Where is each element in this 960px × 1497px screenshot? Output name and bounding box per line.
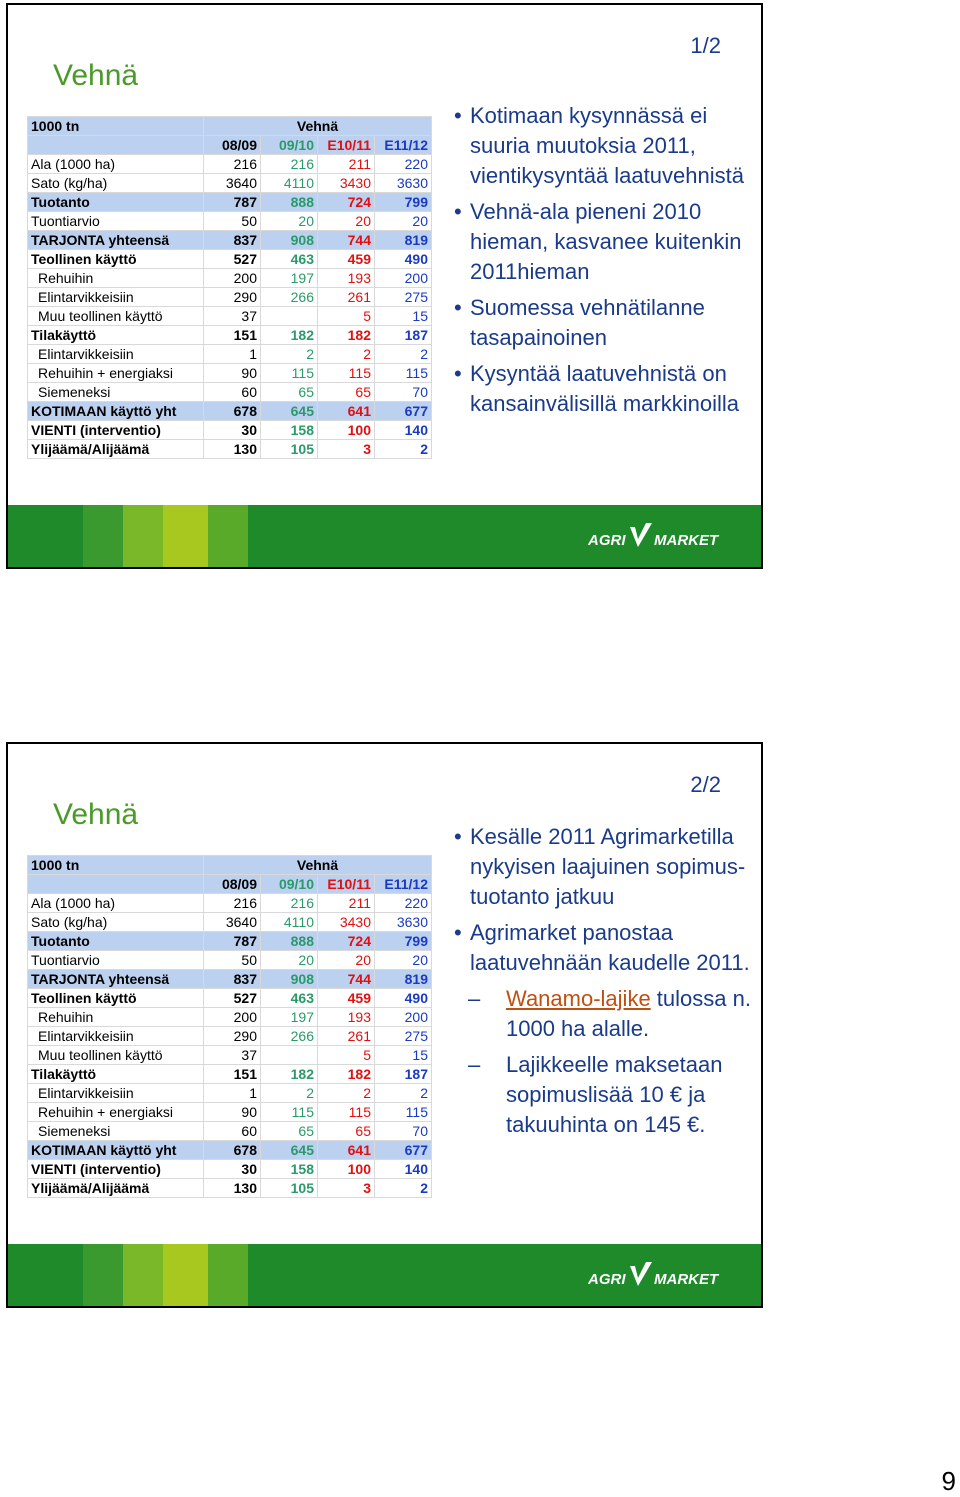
table-cell: 2 (318, 345, 375, 364)
table-cell: 197 (261, 1008, 318, 1027)
table-unit: 1000 tn (28, 856, 204, 875)
table-row (28, 193, 432, 212)
table-cell: 3430 (318, 174, 375, 193)
table-cell: 799 (375, 932, 432, 951)
row-label: Ala (1000 ha) (28, 155, 204, 174)
table-cell: 70 (375, 1122, 432, 1141)
table-cell: 105 (261, 1179, 318, 1198)
table-cell: 15 (375, 1046, 432, 1065)
table-cell: 677 (375, 1141, 432, 1160)
svg-text:AGRI: AGRI (588, 532, 626, 549)
table-cell: 158 (261, 1160, 318, 1179)
table-cell: 459 (318, 250, 375, 269)
bullet-item: • Suomessa vehnätilanne tasapainoinen (454, 293, 755, 353)
row-label: Ala (1000 ha) (28, 894, 204, 913)
bullet-list (454, 822, 762, 1146)
table-cell: 3430 (318, 913, 375, 932)
table-row (28, 231, 432, 250)
table-cell: 130 (204, 440, 261, 459)
table-row (28, 970, 432, 989)
table-row (28, 269, 432, 288)
row-label: Teollinen käyttö (28, 989, 204, 1008)
row-label: Rehuihin (28, 1008, 204, 1027)
table-cell: 275 (375, 288, 432, 307)
table-row (28, 440, 432, 459)
table-cell: 724 (318, 932, 375, 951)
table-cell: 290 (204, 1027, 261, 1046)
table-cell: 641 (318, 402, 375, 421)
table-row (28, 989, 432, 1008)
row-label: Siemeneksi (28, 383, 204, 402)
table-cell: 15 (375, 307, 432, 326)
row-label: Elintarvikkeisiin (28, 1084, 204, 1103)
table-cell: 90 (204, 364, 261, 383)
table-cell: 678 (204, 1141, 261, 1160)
table-cell: 200 (204, 269, 261, 288)
table-cell: 20 (318, 951, 375, 970)
table-column-header-row (28, 136, 432, 155)
table-row (28, 1008, 432, 1027)
table-cell: 261 (318, 1027, 375, 1046)
table-cell: 908 (261, 231, 318, 250)
row-label: Elintarvikkeisiin (28, 1027, 204, 1046)
slide-page-number: 2/2 (690, 772, 721, 797)
table-cell: 677 (375, 402, 432, 421)
agrimarket-logo (588, 1260, 728, 1290)
table-cell: 908 (261, 970, 318, 989)
table-cell: 90 (204, 1103, 261, 1122)
table-row (28, 288, 432, 307)
table-cell: 5 (318, 307, 375, 326)
table-cell: 220 (375, 894, 432, 913)
table-cell: 211 (318, 894, 375, 913)
dash-marker: – (468, 986, 481, 1011)
table-cell: 641 (318, 1141, 375, 1160)
table-cell: 187 (375, 1065, 432, 1084)
slide-1 (6, 3, 763, 569)
row-label: Ylijäämä/Alijäämä (28, 440, 204, 459)
column-header: 09/10 (261, 136, 318, 155)
table-cell: 724 (318, 193, 375, 212)
row-label: Tilakäyttö (28, 326, 204, 345)
table-cell: 151 (204, 326, 261, 345)
table-cell: 105 (261, 440, 318, 459)
document-page-number: 9 (941, 1466, 956, 1496)
table-group-header: Vehnä (204, 856, 432, 875)
table-cell: 115 (261, 364, 318, 383)
row-label: Rehuihin + energiaksi (28, 1103, 204, 1122)
table-row (28, 951, 432, 970)
table-cell: 115 (375, 1103, 432, 1122)
table-cell: 4110 (261, 913, 318, 932)
table-cell: 645 (261, 1141, 318, 1160)
table-cell: 115 (318, 364, 375, 383)
row-label: Muu teollinen käyttö (28, 307, 204, 326)
table-cell: 50 (204, 951, 261, 970)
table-cell: 266 (261, 1027, 318, 1046)
table-cell: 3640 (204, 174, 261, 193)
svg-text:MARKET: MARKET (654, 1271, 719, 1288)
table-cell: 193 (318, 1008, 375, 1027)
table-cell: 182 (261, 326, 318, 345)
row-label: Tuontiarvio (28, 951, 204, 970)
table-cell: 115 (375, 364, 432, 383)
row-label: Rehuihin (28, 269, 204, 288)
table-cell: 216 (204, 155, 261, 174)
agrimarket-logo (588, 521, 728, 551)
table-cell: 645 (261, 402, 318, 421)
table-cell: 275 (375, 1027, 432, 1046)
table-cell: 1 (204, 345, 261, 364)
table-row (28, 1046, 432, 1065)
table-cell: 140 (375, 421, 432, 440)
row-label: KOTIMAAN käyttö yht (28, 402, 204, 421)
table-cell: 819 (375, 970, 432, 989)
row-label: Tilakäyttö (28, 1065, 204, 1084)
footer-stripe (208, 505, 248, 567)
table-row (28, 1122, 432, 1141)
footer-stripe (83, 1244, 123, 1306)
table-cell: 37 (204, 307, 261, 326)
row-label: VIENTI (interventio) (28, 421, 204, 440)
table-cell: 50 (204, 212, 261, 231)
table-empty-cell (28, 136, 204, 155)
table-cell: 60 (204, 1122, 261, 1141)
table-cell: 200 (375, 269, 432, 288)
table-cell: 216 (204, 894, 261, 913)
table-cell: 463 (261, 250, 318, 269)
table-cell: 4110 (261, 174, 318, 193)
table-cell: 787 (204, 193, 261, 212)
table-cell: 158 (261, 421, 318, 440)
column-header: E11/12 (375, 136, 432, 155)
slide-2 (6, 742, 763, 1308)
table-cell: 266 (261, 288, 318, 307)
table-cell: 2 (375, 440, 432, 459)
svg-text:AGRI: AGRI (588, 1271, 626, 1288)
table-cell: 65 (318, 383, 375, 402)
bullet-item: • Agrimarket panostaa laatuvehnään kaudelle 2011. (454, 918, 755, 978)
column-header: 08/09 (204, 136, 261, 155)
row-label: Elintarvikkeisiin (28, 288, 204, 307)
table-cell: 2 (318, 1084, 375, 1103)
table-cell: 744 (318, 231, 375, 250)
table-cell: 220 (375, 155, 432, 174)
table-cell: 490 (375, 250, 432, 269)
slide-footer (8, 1244, 761, 1306)
table-cell: 2 (261, 1084, 318, 1103)
table-cell: 20 (375, 212, 432, 231)
table-cell: 787 (204, 932, 261, 951)
table-cell (261, 1046, 318, 1065)
table-cell: 20 (261, 212, 318, 231)
footer-stripe (83, 505, 123, 567)
bullet-item: • Kysyntää laatuvehnistä on kansainvälisillä markkinoilla (454, 359, 755, 419)
table-cell: 3630 (375, 913, 432, 932)
table-cell: 151 (204, 1065, 261, 1084)
table-cell: 216 (261, 894, 318, 913)
column-header: E10/11 (318, 875, 375, 894)
table-cell: 3640 (204, 913, 261, 932)
table-row (28, 1179, 432, 1198)
table-row (28, 250, 432, 269)
table-cell: 463 (261, 989, 318, 1008)
slide-page-number: 1/2 (690, 33, 721, 58)
table-cell: 290 (204, 288, 261, 307)
table-row (28, 1065, 432, 1084)
table-cell: 20 (375, 951, 432, 970)
bullet-item: • Kotimaan kysynnässä ei suuria muutoksia 2011, vientikysyntää laatuvehnistä (454, 101, 755, 191)
table-cell: 30 (204, 1160, 261, 1179)
table-cell: 837 (204, 231, 261, 250)
table-cell: 197 (261, 269, 318, 288)
row-label: Muu teollinen käyttö (28, 1046, 204, 1065)
row-label: TARJONTA yhteensä (28, 970, 204, 989)
table-cell: 837 (204, 970, 261, 989)
table-cell: 2 (375, 1179, 432, 1198)
table-cell: 2 (375, 345, 432, 364)
row-label: TARJONTA yhteensä (28, 231, 204, 250)
slide-footer (8, 505, 761, 567)
table-row (28, 1141, 432, 1160)
table-cell: 888 (261, 193, 318, 212)
table-cell: 187 (375, 326, 432, 345)
slide-title: Vehnä (53, 798, 139, 831)
table-row (28, 402, 432, 421)
footer-stripe (208, 1244, 248, 1306)
table-cell: 30 (204, 421, 261, 440)
table-row (28, 307, 432, 326)
slide-title: Vehnä (53, 59, 139, 92)
row-label: Teollinen käyttö (28, 250, 204, 269)
footer-stripe (163, 505, 208, 567)
table-row (28, 1160, 432, 1179)
table-cell: 819 (375, 231, 432, 250)
table-cell: 37 (204, 1046, 261, 1065)
row-label: Tuotanto (28, 932, 204, 951)
table-cell: 888 (261, 932, 318, 951)
table-row (28, 364, 432, 383)
table-header-row (28, 856, 432, 875)
table-cell: 490 (375, 989, 432, 1008)
row-label: Sato (kg/ha) (28, 174, 204, 193)
table-cell: 261 (318, 288, 375, 307)
bullet-item: • Kesälle 2011 Agrimarketilla nykyisen laajuinen sopimus-tuotanto jatkuu (454, 822, 755, 912)
bullet-item: • Vehnä-ala pieneni 2010 hieman, kasvanee kuitenkin 2011hieman (454, 197, 755, 287)
table-row (28, 345, 432, 364)
row-label: Ylijäämä/Alijäämä (28, 1179, 204, 1198)
table-cell: 211 (318, 155, 375, 174)
dash-marker: – (468, 1052, 481, 1077)
table-cell: 200 (204, 1008, 261, 1027)
table-cell: 70 (375, 383, 432, 402)
sub-bullet-item (454, 984, 762, 1044)
footer-stripe (163, 1244, 208, 1306)
column-header: 09/10 (261, 875, 318, 894)
table-row (28, 913, 432, 932)
table-cell: 130 (204, 1179, 261, 1198)
table-cell: 2 (261, 345, 318, 364)
column-header: E10/11 (318, 136, 375, 155)
table-row (28, 383, 432, 402)
sub-bullet-text: Lajikkeelle maksetaan sopimuslisää 10 € ja takuuhinta on 145 €. (506, 1052, 723, 1137)
column-header: 08/09 (204, 875, 261, 894)
table-row (28, 174, 432, 193)
table-cell: 60 (204, 383, 261, 402)
table-cell: 3630 (375, 174, 432, 193)
table-row (28, 155, 432, 174)
table-cell: 65 (261, 1122, 318, 1141)
table-cell: 140 (375, 1160, 432, 1179)
table-row (28, 212, 432, 231)
table-header-row (28, 117, 432, 136)
row-label: Siemeneksi (28, 1122, 204, 1141)
footer-stripe (123, 1244, 163, 1306)
table-row (28, 932, 432, 951)
table-unit: 1000 tn (28, 117, 204, 136)
table-cell: 678 (204, 402, 261, 421)
table-cell: 2 (375, 1084, 432, 1103)
row-label: Elintarvikkeisiin (28, 345, 204, 364)
row-label: VIENTI (interventio) (28, 1160, 204, 1179)
table-cell: 216 (261, 155, 318, 174)
table-column-header-row (28, 875, 432, 894)
table-cell: 100 (318, 421, 375, 440)
bullet-list (454, 101, 755, 425)
table-cell: 200 (375, 1008, 432, 1027)
wheat-balance-table (27, 116, 432, 459)
table-cell: 65 (318, 1122, 375, 1141)
column-header: E11/12 (375, 875, 432, 894)
table-cell: 799 (375, 193, 432, 212)
sub-bullet-text: tulossa n. 1000 ha alalle. (506, 986, 751, 1041)
table-cell: 182 (261, 1065, 318, 1084)
table-cell: 1 (204, 1084, 261, 1103)
table-cell: 20 (318, 212, 375, 231)
row-label: Rehuihin + energiaksi (28, 364, 204, 383)
row-label: Tuontiarvio (28, 212, 204, 231)
table-row (28, 1027, 432, 1046)
wanamo-link[interactable]: Wanamo-lajike (506, 986, 651, 1011)
table-group-header: Vehnä (204, 117, 432, 136)
table-cell: 3 (318, 440, 375, 459)
row-label: Tuotanto (28, 193, 204, 212)
svg-text:MARKET: MARKET (654, 532, 719, 549)
table-cell: 115 (318, 1103, 375, 1122)
row-label: KOTIMAAN käyttö yht (28, 1141, 204, 1160)
table-cell: 65 (261, 383, 318, 402)
row-label: Sato (kg/ha) (28, 913, 204, 932)
table-row (28, 1084, 432, 1103)
table-cell: 744 (318, 970, 375, 989)
table-row (28, 326, 432, 345)
table-row (28, 1103, 432, 1122)
table-cell: 5 (318, 1046, 375, 1065)
table-cell: 3 (318, 1179, 375, 1198)
table-cell: 527 (204, 989, 261, 1008)
table-row (28, 421, 432, 440)
footer-stripe (123, 505, 163, 567)
table-cell: 182 (318, 1065, 375, 1084)
table-cell: 182 (318, 326, 375, 345)
table-cell: 100 (318, 1160, 375, 1179)
table-cell: 527 (204, 250, 261, 269)
table-cell (261, 307, 318, 326)
table-cell: 20 (261, 951, 318, 970)
table-cell: 115 (261, 1103, 318, 1122)
wheat-balance-table (27, 855, 432, 1198)
table-empty-cell (28, 875, 204, 894)
table-cell: 459 (318, 989, 375, 1008)
table-row (28, 894, 432, 913)
sub-bullet-item (454, 1050, 762, 1140)
table-cell: 193 (318, 269, 375, 288)
